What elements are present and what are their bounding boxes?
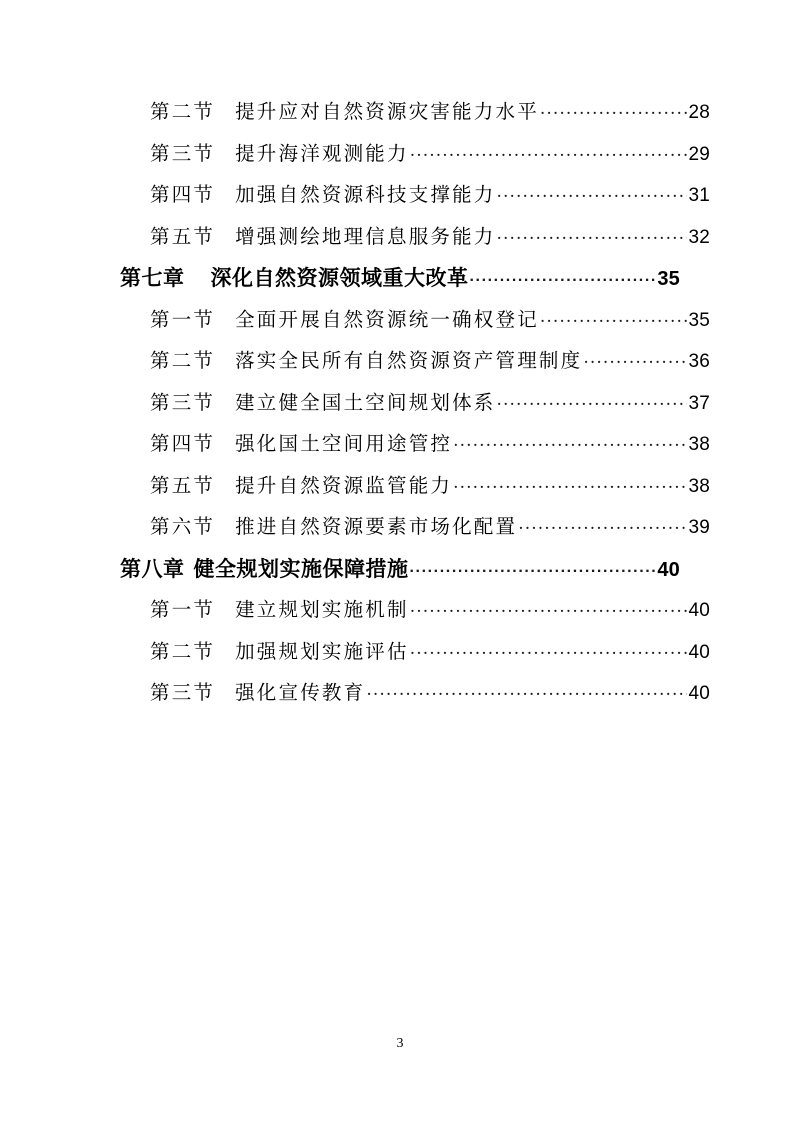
toc-entry-number: 第三节 [150, 390, 216, 414]
toc-leader-dots [497, 182, 688, 202]
toc-entry-page-number: 29 [688, 143, 710, 165]
toc-entry-number: 第二节 [150, 349, 216, 372]
toc-entry-title: 建立规划实施机制 [235, 598, 409, 621]
footer-page-number: 3 [396, 1036, 404, 1051]
toc-entry-page-number: 39 [688, 517, 710, 538]
toc-entry-title: 健全规划实施保障措施 [193, 557, 409, 581]
toc-entry-page-number: 35 [657, 268, 680, 290]
toc-entry-title: 加强规划实施评估 [235, 639, 409, 663]
toc-entry-number: 第三节 [150, 141, 216, 165]
toc-entry-title: 全面开展自然资源统一确权登记 [235, 307, 539, 331]
toc-leader-dots [497, 223, 688, 243]
toc-leader-dots [410, 638, 688, 658]
toc-entry-page-number: 35 [688, 309, 710, 331]
toc-section-row[interactable] [120, 304, 710, 346]
toc-entry-title: 增强测绘地理信息服务能力 [235, 224, 496, 248]
toc-entry-number: 第一节 [150, 307, 216, 331]
toc-section-row[interactable] [120, 138, 710, 180]
toc-section-row[interactable] [120, 221, 710, 263]
toc-entry-title: 推进自然资源要素市场化配置 [235, 515, 518, 538]
toc-section-row[interactable] [120, 345, 710, 387]
toc-entry-title: 落实全民所有自然资源资产管理制度 [235, 349, 583, 372]
toc-entry-page-number: 32 [688, 226, 710, 248]
toc-leader-dots [453, 431, 687, 451]
toc-entry-number: 第二节 [150, 639, 216, 663]
toc-leader-dots [583, 348, 687, 368]
toc-entry-page-number: 40 [657, 558, 680, 581]
toc-entry-page-number: 31 [688, 185, 710, 206]
toc-entry-number: 第五节 [150, 224, 216, 248]
toc-chapter-row[interactable] [120, 553, 680, 595]
toc-entry-title: 提升应对自然资源灾害能力水平 [235, 100, 539, 123]
toc-section-row[interactable] [120, 470, 710, 512]
toc-leader-dots [453, 472, 687, 492]
toc-section-row[interactable] [120, 594, 710, 636]
toc-entry-number: 第七章 [120, 267, 185, 290]
toc-section-row[interactable] [120, 179, 710, 221]
toc-leader-dots [518, 514, 687, 534]
table-of-contents [120, 96, 710, 719]
toc-section-row[interactable] [120, 387, 710, 429]
toc-section-row[interactable] [120, 428, 710, 470]
toc-leader-dots [540, 306, 688, 326]
toc-entry-number: 第二节 [150, 100, 216, 123]
toc-entry-page-number: 38 [688, 434, 710, 455]
toc-entry-title: 提升海洋观测能力 [235, 141, 409, 165]
toc-entry-page-number: 37 [688, 392, 710, 414]
toc-section-row[interactable] [120, 96, 710, 138]
toc-entry-title: 强化国土空间用途管控 [235, 432, 453, 455]
toc-leader-dots [366, 680, 687, 700]
toc-entry-page-number: 40 [688, 600, 710, 621]
toc-chapter-row[interactable] [120, 262, 680, 304]
toc-entry-page-number: 28 [688, 102, 710, 123]
toc-leader-dots [410, 140, 688, 160]
toc-leader-dots [540, 99, 688, 119]
toc-entry-number: 第一节 [150, 598, 216, 621]
toc-entry-number: 第四节 [150, 183, 216, 206]
toc-entry-title: 强化宣传教育 [235, 681, 366, 704]
toc-leader-dots [497, 389, 688, 409]
toc-entry-page-number: 38 [688, 475, 710, 497]
toc-entry-number: 第八章 [120, 557, 185, 581]
toc-entry-page-number: 40 [688, 683, 710, 704]
toc-entry-title: 深化自然资源领域重大改革 [210, 267, 469, 290]
toc-entry-number: 第四节 [150, 432, 216, 455]
toc-leader-dots [410, 597, 688, 617]
toc-entry-number: 第三节 [150, 681, 216, 704]
toc-section-row[interactable] [120, 636, 710, 678]
toc-leader-dots [470, 264, 657, 285]
toc-entry-number: 第六节 [150, 515, 216, 538]
toc-leader-dots [410, 555, 657, 576]
toc-section-row[interactable] [120, 677, 710, 719]
toc-entry-title: 提升自然资源监管能力 [235, 473, 453, 497]
toc-entry-page-number: 36 [688, 351, 710, 372]
toc-entry-title: 建立健全国土空间规划体系 [235, 390, 496, 414]
toc-section-row[interactable] [120, 511, 710, 553]
toc-entry-title: 加强自然资源科技支撑能力 [235, 183, 496, 206]
toc-entry-number: 第五节 [150, 473, 216, 497]
toc-entry-page-number: 40 [688, 641, 710, 663]
